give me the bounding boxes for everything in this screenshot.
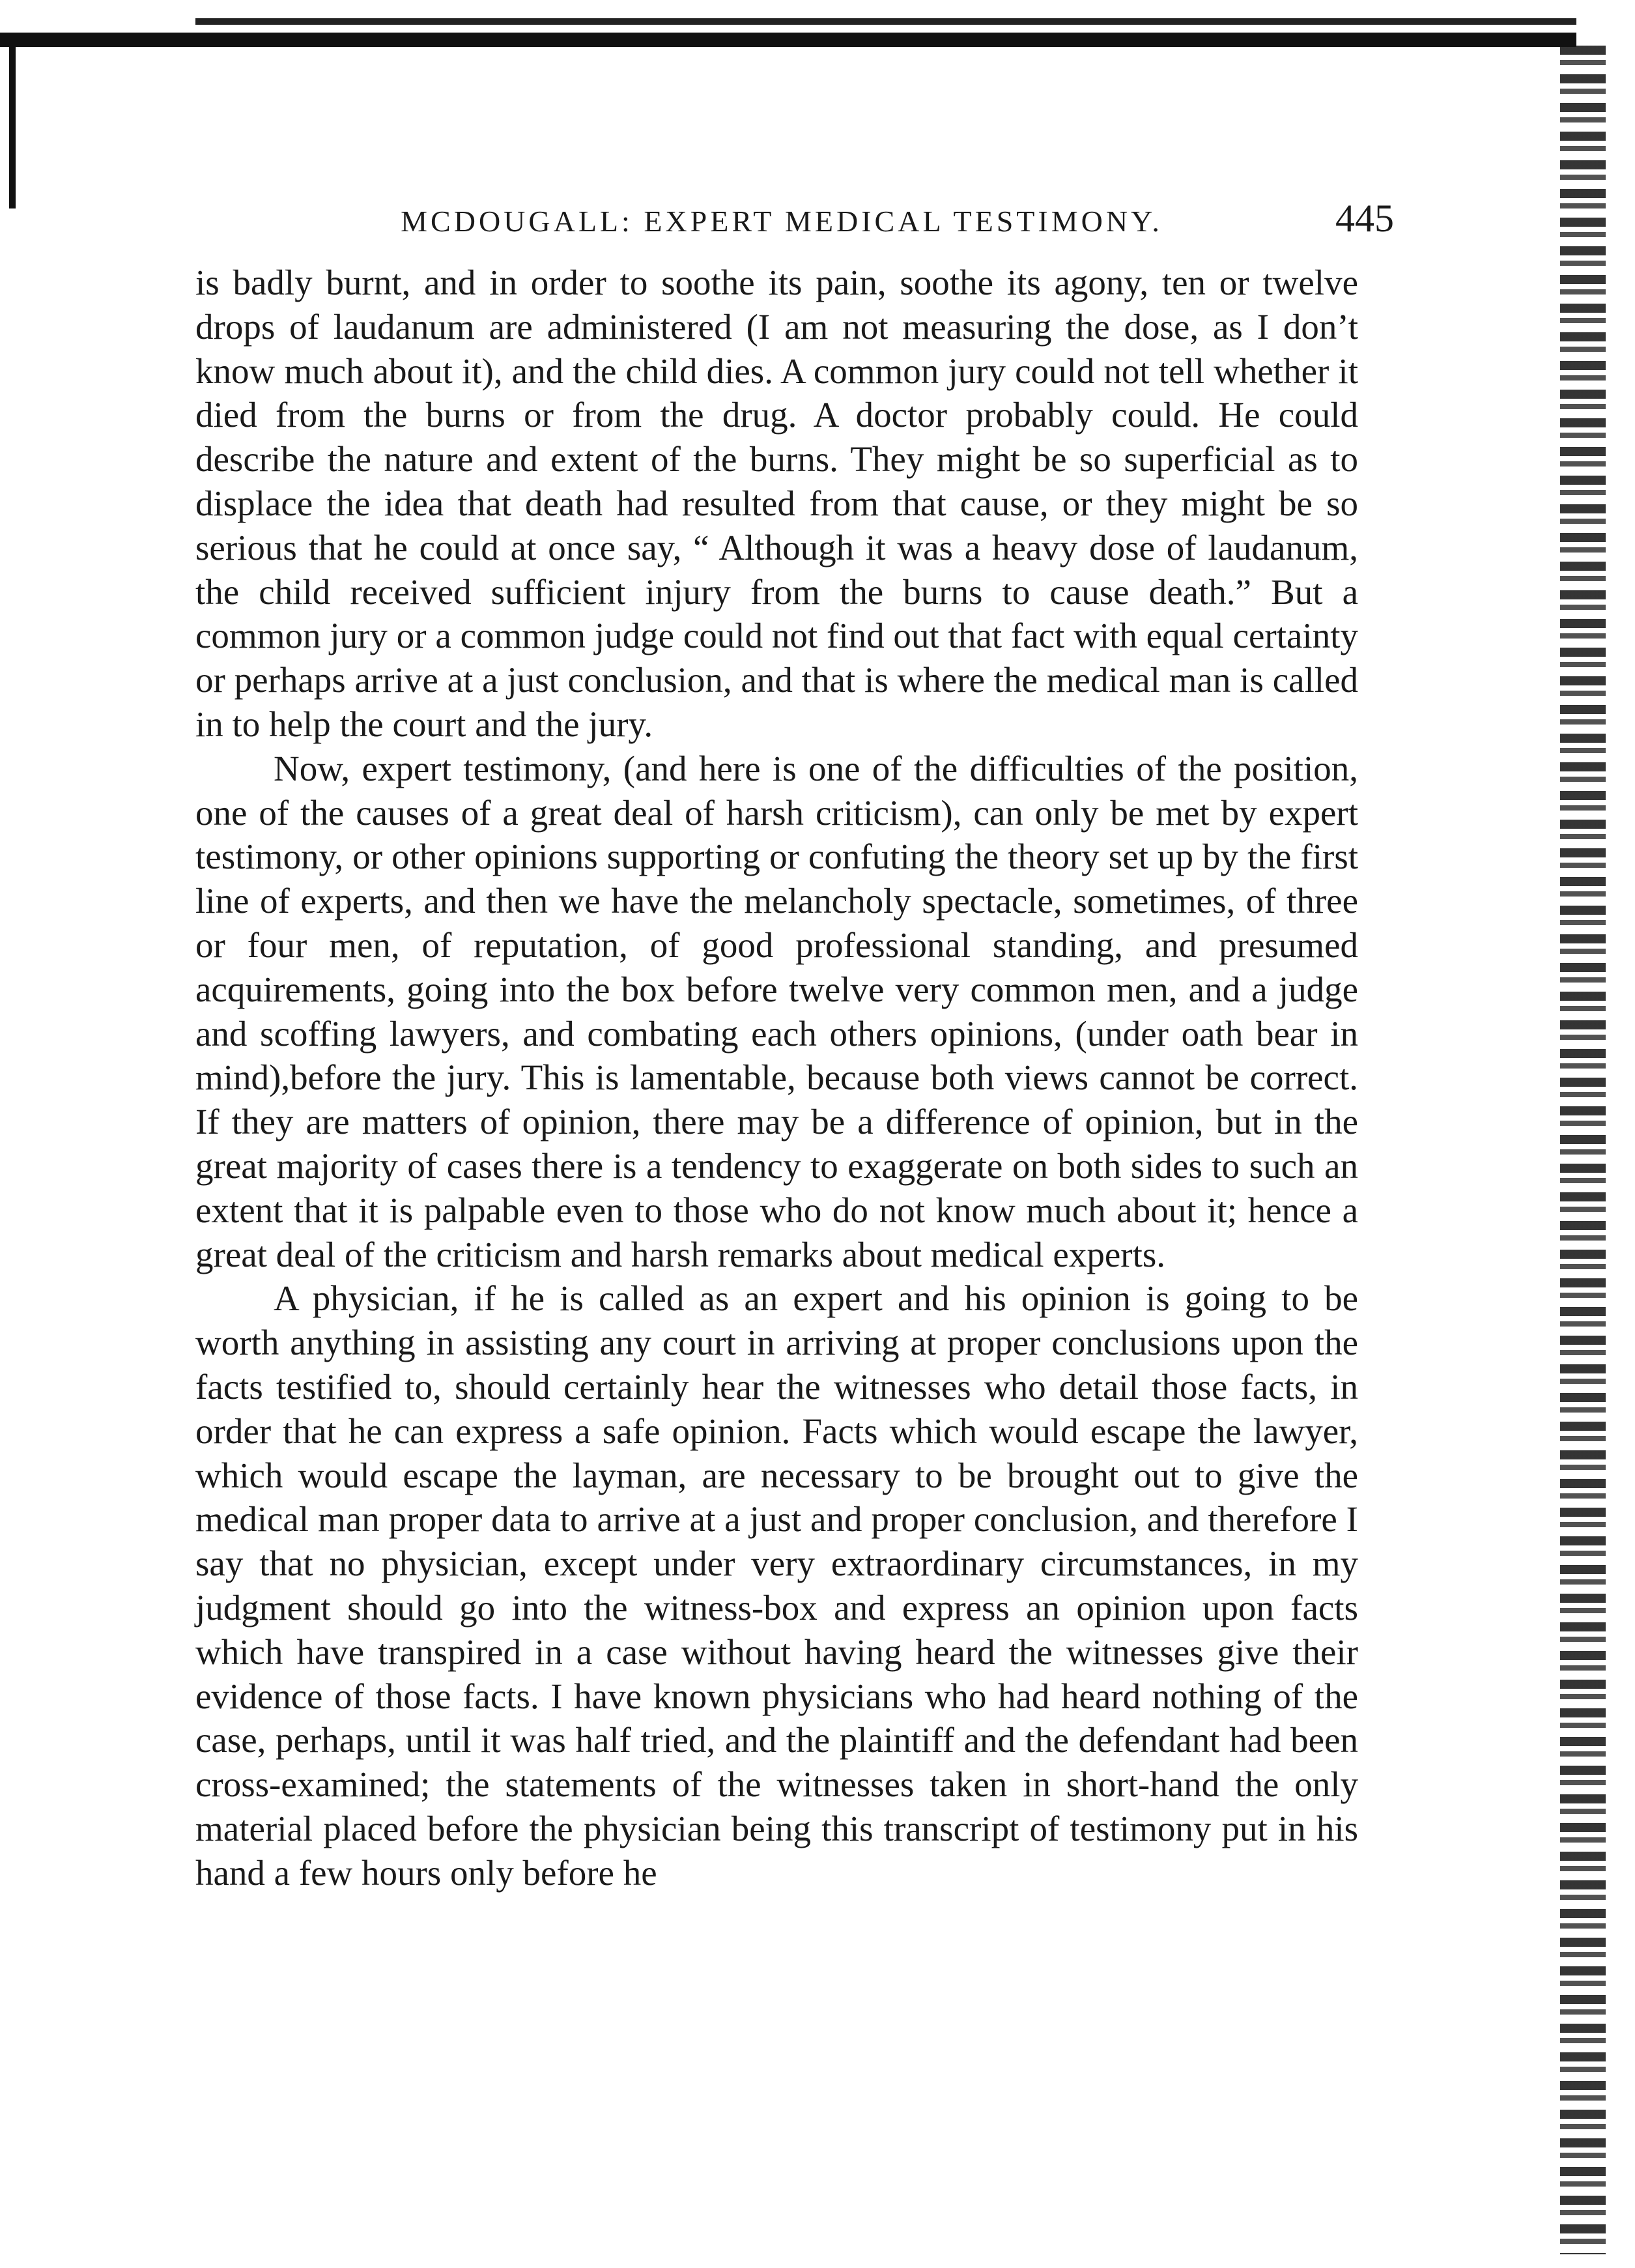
scan-border-right xyxy=(1560,46,1606,2254)
paragraph-physician: A physician, if he is called as an expert and his opinion is going to be worth anything in assisting any court in arriving at proper conclusions upon the facts testified to, should certainly hear the witnesses who detail those facts, in order that he can express a safe opinion. Facts which would escape the lawyer, which would escape the layman, are necessary to be brought out to give the medical man proper data to arrive at a just and proper conclusion, and therefore I say that no physician, except under very extraordinary circumstances, in my judgment should go into the witness-box and express an opinion upon facts which have transpired in a case without having heard the witnesses give their evidence of those facts. I have known physicians who had heard nothing of the case, perhaps, until it was half tried, and the plaintiff and the defendant had been cross-examined; the statements of the witnesses taken in short-hand the only material placed before the physician being this transcript of testimony put in his hand a few hours only before he xyxy=(195,1278,1358,1893)
page-number: 445 xyxy=(1335,197,1394,240)
running-header: MCDOUGALL: EXPERT MEDICAL TESTIMONY. xyxy=(401,205,1163,238)
scan-border-top xyxy=(0,33,1576,47)
scan-border-left xyxy=(9,46,16,208)
paragraph-expert-testimony: Now, expert testimony, (and here is one of the difficulties of the position, one of the causes of a great deal of harsh criticism), can only be met by expert testimony, or other opinions supporting or confuting the theory set up by the first line of experts, and then we have the melancholy spectacle, sometimes, of three or four men, of reputation, of good professional standing, and presumed acquirements, going into the box before twelve very common men, and a judge and scoffing lawyers, and combating each others opinions, (under oath bear in mind),before the jury. This is lamentable, because both views cannot be correct. If they are matters of opinion, there may be a difference of opinion, but in the great majority of cases there is a tendency to exaggerate on both sides to such an extent that it is palpable even to those who do not know much about it; hence a great deal of the criticism and harsh remarks about medical experts. xyxy=(195,748,1358,1274)
body-text xyxy=(195,261,1358,1895)
paragraph-continuation: is badly burnt, and in order to soothe its pain, soothe its agony, ten or twelve drops of laudanum are administered (I am not measuring the dose, as I don’t know much about it), and the child dies. A common jury could not tell whether it died from the burns or from the drug. A doctor probably could. He could describe the nature and extent of the burns. They might be so superficial as to displace the idea that death had resulted from that cause, or they might be so serious that he could at once say, “ Although it was a heavy dose of laudanum, the child received sufficient injury from the burns to cause death.” But a common jury or a common judge could not find out that fact with equal certainty or perhaps arrive at a just conclusion, and that is where the medical man is called in to help the court and the jury. xyxy=(195,263,1358,744)
scan-border-top-thin xyxy=(195,18,1576,25)
